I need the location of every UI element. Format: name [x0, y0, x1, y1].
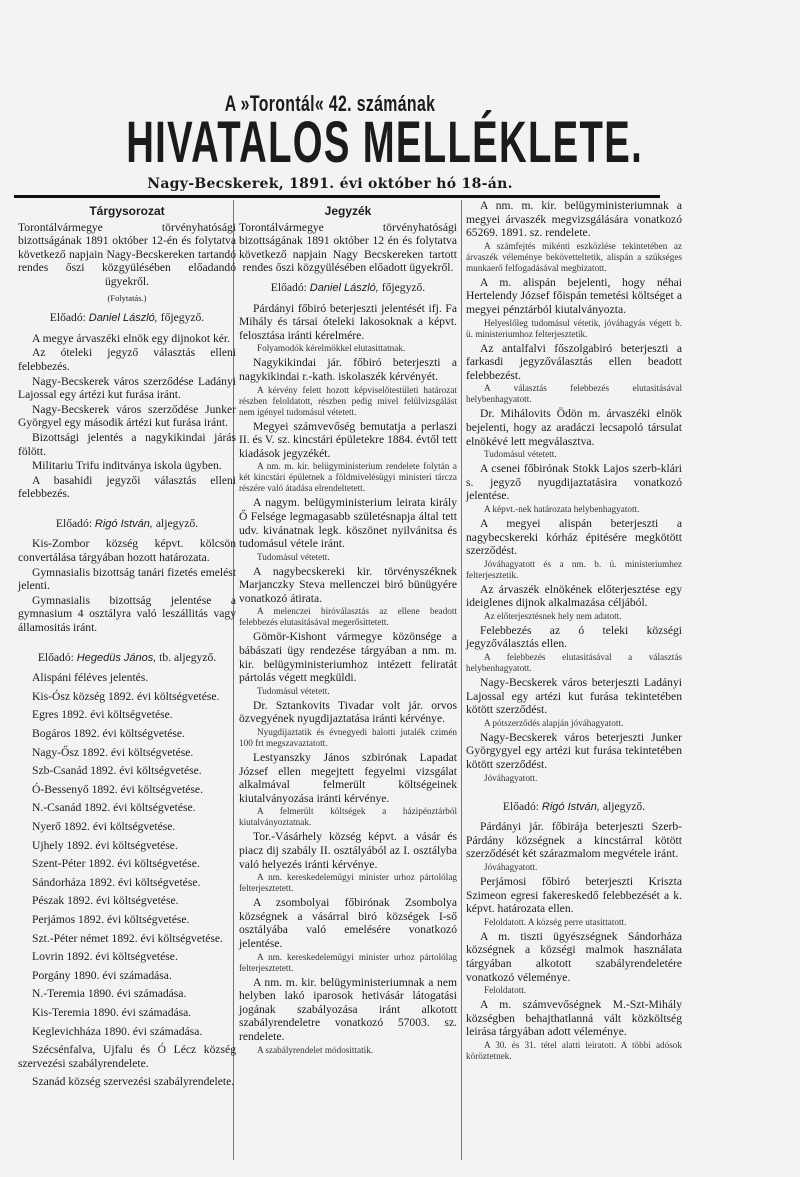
speaker-line: [18, 311, 236, 326]
column-minutes-continued: [466, 199, 682, 1064]
agenda-item: Szanád község szervezési szabályrendelete.: [32, 1075, 235, 1089]
agenda-item: Kis-Teremia 1890. évi számadása.: [32, 1005, 192, 1019]
speaker-name: Rigó István,: [94, 517, 153, 530]
minutes-entry: A nagym. belügyministerium leirata király Ő Felsége legmagasabb születésnapja által tett udv. kivánatnak legk. köszönet nyilvánitsa és tudomásul vétele iránt.: [239, 496, 457, 551]
agenda-item: Militariu Trifu inditványa iskola ügyben.: [32, 459, 222, 473]
minutes-entry: Perjámosi főbiró beterjeszti Kriszta Szimeon egresi fakereskedő felebbezését a k. képvt. határozata ellen.: [466, 875, 682, 916]
resolution: Jóváhagyatott.: [484, 772, 538, 783]
minutes-entry: A nm. m. kir. belügyministeriumnak a nem helyben lakó iparosok hetivásár látogatási jogának szabályozása iránt alkotott szabályrendeletre vonatkozó 57003. sz. rendelete.: [239, 975, 457, 1043]
agenda-item: Pészak 1892. évi költségvetése.: [32, 894, 179, 908]
minutes-heading: Jegyzék: [324, 204, 372, 218]
agenda-item: Gymnasialis bizottság tanári fizetés emelést jelenti.: [18, 565, 236, 593]
speaker-label: Előadó:: [55, 516, 95, 530]
speaker-name: Hegedüs János,: [76, 651, 157, 664]
minutes-entry: Párdányi jár. főbirája beterjeszti Szerb-Párdány községnek a kincstárral kötött szerződését két szárazmalom megvétele iránt.: [466, 820, 682, 861]
resolution: Nyugdijaztatik és évnegyedi halotti jutalék czimén 100 frt megszavaztatott.: [239, 727, 457, 749]
agenda-item: Keglevichháza 1890. évi számadása.: [32, 1024, 203, 1038]
minutes-entry: Dr. Mihálovits Ödön m. árvaszéki elnök bejelenti, hogy az aradáczi lecsapoló társulat elnökévé lett megválasztva.: [466, 407, 682, 448]
agenda-item: Lovrin 1892. évi költségvetése.: [32, 950, 178, 964]
minutes-entry: A zsombolyai főbirónak Zsombolya községnek a vásárral biró községek I-ső osztályába való emelésére vonatkozó jelentése.: [239, 896, 457, 950]
speaker-label: Előadó:: [270, 280, 310, 294]
minutes-entry: Nagy-Becskerek város beterjeszti Ladányi Lajossal egy artézi kut furása tekintetében kötött szerződést.: [466, 676, 682, 717]
minutes-intro: Torontálvármegye törvényhatósági bizottságának 1891 október 12 én és folytatva következő napjain Nagy Becskereken tartott rendes őszi közgyülésében előadott ügyekről.: [239, 220, 457, 275]
minutes-entry: Nagykikindai jár. főbiró beterjeszti a nagykikindai r.-kath. iskolaszék kérvényét.: [239, 356, 457, 383]
agenda-item: Szent-Péter 1892. évi költségvetése.: [32, 857, 200, 871]
resolution: A választás felebbezés elutasitásával helybenhagyatott.: [466, 383, 682, 405]
speaker-name: Daniel László,: [309, 281, 379, 294]
minutes-entry: A m. alispán bejelenti, hogy néhai Hertelendy József főispán temetési költséget a megyei pénztárból kiutalványozta.: [466, 275, 682, 316]
resolution: A felebbezés elutasitásával a választás helybenhagyatott.: [466, 652, 682, 674]
speaker-label: Előadó:: [49, 311, 89, 325]
minutes-entry: A megyei alispán beterjeszti a nagybecskereki kórház épitésére megkötött szerződést.: [466, 516, 682, 558]
minutes-entry: A m. számvevőségnek M.-Szt-Mihály községben behajthatlanná vált közköltség leirása tárgyában adott véleménye.: [466, 998, 682, 1039]
agenda-item: Nagy-Ősz 1892. évi költségvetése.: [32, 745, 194, 759]
agenda-item: Nyerő 1892. évi költségvetése.: [32, 819, 176, 833]
agenda-item: N.-Csanád 1892. évi költségvetése.: [32, 801, 196, 815]
speaker-title: tb. aljegyző.: [156, 650, 217, 664]
minutes-entry: Felebbezés az ó teleki községi jegyzőválasztás ellen.: [466, 623, 682, 651]
masthead-title: HIVATALOS MELLÉKLETE.: [126, 110, 644, 175]
agenda-item: Kis-Ósz község 1892. évi költségvetése.: [32, 689, 220, 703]
agenda-heading: Tárgysorozat: [89, 204, 165, 218]
column-minutes: [239, 203, 457, 1058]
agenda-item: Egres 1892. évi költségvetése.: [32, 708, 173, 722]
resolution: A szabályrendelet módosittatik.: [257, 1044, 374, 1055]
resolution: A pótszerződés alapján jóváhagyatott.: [484, 717, 624, 728]
minutes-entry: Megyei számvevőség bemutatja a perlaszi II. és V. sz. kincstári épületekre 1884. évtől tett kiadások jegyzékét.: [239, 419, 457, 460]
resolution: A nm. kereskedelemügyi minister urhoz pártolólag felterjesztetett.: [239, 951, 457, 973]
speaker-line: [239, 281, 457, 296]
agenda-item: Porgány 1890. évi számadása.: [32, 968, 172, 982]
agenda-item: Gymnasialis bizottság jelentése a gymnasium 4 osztályra való leszállitás vagy államositás iránt.: [18, 593, 236, 635]
minutes-entry: A csenei főbirónak Stokk Lajos szerb-klári s. jegyző nyugdijaztatásira vonatkozó jelentése.: [466, 462, 682, 503]
agenda-item: Alispáni féléves jelentés.: [32, 671, 149, 685]
minutes-entry: Dr. Sztankovits Tivadar volt jár. orvos özvegyének nyugdijaztatása iránti kérvénye.: [239, 698, 457, 726]
agenda-item: Sándorháza 1892. évi költségvetése.: [32, 875, 201, 889]
speaker-line: [18, 517, 236, 532]
column-divider: [461, 200, 462, 1160]
speaker-title: aljegyző.: [152, 516, 199, 530]
resolution: Jóváhagyatott és a nm. b. ü. ministeriumhez felterjesztetik.: [466, 558, 682, 580]
resolution: A számfejtés mikénti eszközlése tekintetében az árvaszék véleménye bekövetteltetik, alispán a szükséges munkaerő felfogadásával megbizatott.: [466, 240, 682, 273]
speaker-title: aljegyző.: [599, 799, 646, 813]
minutes-entry: Lestyanszky János szbirónak Lapadat József ellen megejtett fegyelmi vizsgálat alkalmával felmerült költségeinek kiutalványozása iránti kérvénye.: [239, 751, 457, 805]
agenda-item: Az óteleki jegyző választás elleni felebbezés.: [18, 346, 236, 373]
agenda-item: Bizottsági jelentés a nagykikindai járás fölött.: [18, 430, 236, 458]
speaker-name: Rigó István,: [541, 800, 600, 813]
masthead-kicker: A »Torontál« 42. számának: [224, 91, 436, 116]
resolution: Jóváhagyatott.: [484, 862, 538, 872]
agenda-item: N.-Teremia 1890. évi számadása.: [32, 987, 187, 1001]
speaker-label: Előadó:: [37, 650, 77, 664]
resolution: A nm. m. kir. belügyministerium rendelete folytán a két kincstári épületnek a földmivelésügyi ministeri tárcza részére való átadása elrendeltetett.: [239, 461, 457, 494]
minutes-entry: A nagybecskereki kir. törvényszéknek Marjanczky Steva mellenczei biró bünügyére vonatkozó átirata.: [239, 564, 457, 605]
column-agenda: [18, 203, 236, 1094]
resolution: A melenczei biróválasztás az ellene beadott felebbezés elutasitásával megerősittetett.: [239, 606, 457, 628]
resolution: Feloldatott.: [484, 985, 527, 996]
masthead-dateline: Nagy-Becskerek, 1891. évi október hó 18-án.: [147, 176, 513, 192]
agenda-item: Nagy-Becskerek város szerződése Ladányi Lajossal egy ártézi kut furása iránt.: [18, 374, 236, 402]
agenda-item: Szécsénfalva, Ujfalu és Ó Lécz község szervezési szabályrendelete.: [18, 1043, 236, 1070]
minutes-entry: Az antalfalvi főszolgabiró beterjeszti a farkasdi jegyzőválasztás ellen beadott felebbezést.: [466, 341, 682, 382]
speaker-title: főjegyző.: [378, 280, 426, 294]
continuation-note: (Folytatás.): [107, 292, 147, 303]
minutes-entry: Nagy-Becskerek város beterjeszti Junker Györgygyel egy artézi kut furása tekintetében kötött szerződést.: [466, 730, 682, 772]
masthead-rule: [14, 195, 660, 198]
minutes-entry: Gömör-Kishont vármegye közönsége a bábászati ügy rendezése tárgyában a nm. m. kir. belügyministeriumhoz intézett feliratát pártolás végett megküldi.: [239, 630, 457, 685]
agenda-intro: Torontálvármegye törvényhatósági bizottságának 1891 október 12-én és folytatva következő napjain Nagy-Becskereken tartandó rendes őszi közgyülésében előadandó ügyekről.: [18, 220, 236, 288]
resolution: Tudomásul vétetett.: [257, 685, 330, 696]
minutes-entry: Az árvaszék elnökének előterjesztése egy ideiglenes dijnok alkalmazása céljából.: [466, 582, 682, 610]
resolution: Az előterjesztésnek hely nem adatott.: [484, 610, 622, 621]
minutes-entry: Tor.-Vásárhely község képvt. a vásár és piacz dij szabály II. osztályából az I. osztályba való helyezés iránti kérvénye.: [239, 830, 457, 871]
speaker-line: [18, 651, 236, 666]
resolution: Tudomásul vétetett.: [484, 449, 557, 460]
resolution: Helyeslőleg tudomásul vétetik, jóváhagyás végett b. ü. ministeriumhoz felterjesztetik.: [466, 317, 682, 339]
speaker-title: főjegyző.: [157, 311, 205, 325]
resolution: A felmerült költségek a házipénztárból kiutalványoztatnak.: [239, 806, 457, 828]
agenda-item: Kis-Zombor község képvt. kölcsön convertálása tárgyában hozott határozata.: [18, 537, 236, 565]
minutes-entry: A m. tiszti ügyészségnek Sándorháza községnek a községi malmok használata tárgyában alkotott szabályrendeletére vonatkozó véleménye.: [466, 929, 682, 984]
resolution: Tudomásul vétetett.: [257, 551, 330, 562]
agenda-item: A megye árvaszéki elnök egy dijnokot kér.: [32, 331, 231, 345]
resolution: A kérvény felett hozott képviselőtestületi határozat részben feloldatott, részben pedig mivel felülvizsgálást nem igényel tudomásul vétetett.: [239, 384, 457, 417]
speaker-line: [466, 800, 682, 815]
resolution: Folyamodók kérelmökkel elutasittatnak.: [257, 343, 406, 354]
agenda-item: Perjámos 1892. évi költségvetése.: [32, 912, 190, 926]
agenda-item: A basahidi jegyzői választás elleni felebbezés.: [18, 473, 236, 501]
minutes-entry: A nm. m. kir. belügyministeriumnak a megyei árvaszék megvizsgálására vonatkozó 65269. 1891. sz. rendelete.: [466, 199, 682, 240]
agenda-item: Ujhely 1892. évi költségvetése.: [32, 838, 178, 852]
resolution: A képvt.-nek határozata helybenhagyatott.: [484, 503, 640, 514]
agenda-item: Bogáros 1892. évi költségvetése.: [32, 727, 185, 740]
agenda-item: Szb-Csanád 1892. évi költségvetése.: [32, 764, 202, 778]
resolution: A 30. és 31. tétel alatti leiratott. A többi adósok köröztetnek.: [466, 1039, 682, 1061]
resolution: Feloldatott. A község perre utasittatott.: [484, 916, 627, 927]
resolution: A nm. kereskedelemügyi minister urhoz pártolólag felterjesztetett.: [239, 872, 457, 894]
speaker-label: Előadó:: [502, 799, 542, 813]
speaker-name: Daniel László,: [88, 312, 158, 325]
minutes-entry: Párdányi főbiró beterjeszti jelentését ifj. Fa Mihály és társai óteleki lakosoknak a képvt. felosztása iránti kérelmére.: [239, 301, 457, 342]
agenda-item: Nagy-Becskerek város szerződése Junker Györgyel egy második ártézi kut furása iránt.: [18, 402, 236, 430]
agenda-item: Ó-Bessenyő 1892. évi költségvetése.: [32, 782, 203, 796]
agenda-item: Szt.-Péter német 1892. évi költségvetése.: [32, 931, 223, 945]
